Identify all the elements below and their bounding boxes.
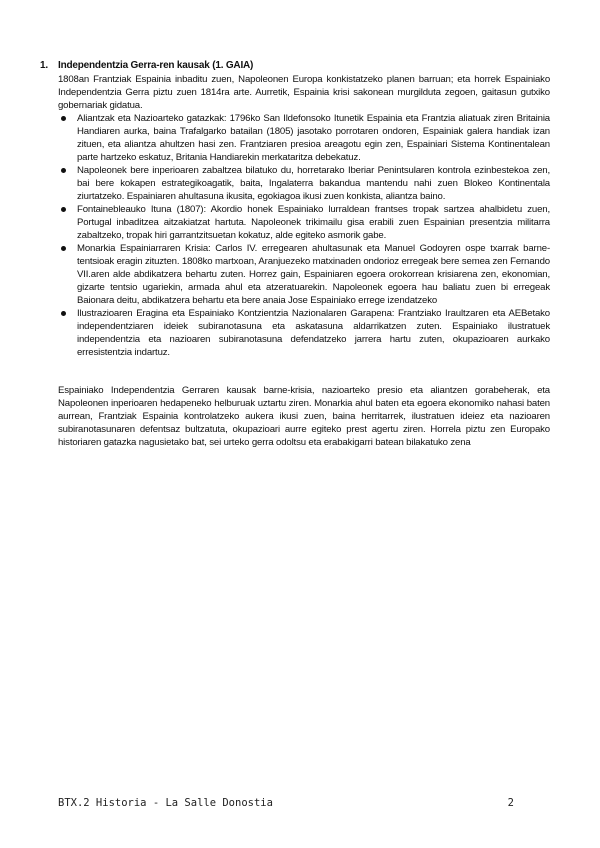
bullet-item [58, 112, 550, 164]
bullet-text: Napoleonek bere inperioaren zabaltzea bilatuko du, horretarako Iberiar Penintsularen kontrola ezinbestekoa zen, bai bere kokapen estrategikoagatik, baita, Ingalaterra bakandua mantendu nahi zuen Blokeo Kontinentala ziurtatzeko. Espainiaren ahultasuna ikusita, egokiagoa ikusi zuen konkista, aliantza baino. [77, 165, 550, 202]
section-title: Independentzia Gerra-ren kausak (1. GAIA) [58, 60, 254, 71]
page-number: 2 [507, 797, 514, 809]
bullet-text: Fontainebleauko Ituna (1807): Akordio honek Espainiako lurraldean frantses tropak sartzea ahalbidetu zuen, Portugal inbaditzea aitzakiatzat hartuta. Napoleonek trikimailu gisa erabili zuen Espainian presentzia militarra zabaltzeko, tropak hiri garrantzitsuetan kokatuz, alde egiteko asmorik gabe. [77, 204, 550, 241]
footer-title: BTX.2 Historia - La Salle Donostia [58, 797, 273, 809]
bullet-dot-icon [61, 168, 66, 173]
page-footer [58, 797, 514, 809]
bullet-text: Ilustrazioaren Eragina eta Espainiako Kontzientzia Nazionalaren Garapena: Frantziako Iraultzaren eta AEBetako independentziaren ideiek subiranotasuna eta askatasuna aldarrikatzen zuten. Espainiako ilustratuek independentzia eta nazioaren subiranotasuna defendatzeko jarrera hartu zuten, okupazioaren aurkako erresistentzia indartuz. [77, 308, 550, 358]
page-content [40, 59, 550, 449]
bullet-dot-icon [61, 207, 66, 212]
bullet-text: Aliantzak eta Nazioarteko gatazkak: 1796ko San Ildefonsoko Itunetik Espainia eta Frantzia aliatuak ziren Britainia Handiaren aurka, baina Trafalgarko batailan (1805) jasotako porrotaren ondoren, Espainiak galera handiak izan zituen, eta aliantza ahultzen hasi zen. Frantziaren presioa areagotu egin zen, Espainiari Sistema Kontinentalean parte hartzeko eskatuz, Britania Handiarekin merkataritza debekatuz. [77, 113, 550, 163]
bullet-text: Monarkia Espainiarraren Krisia: Carlos IV. erregearen ahultasunak eta Manuel Godoyren ospe txarrak barne-tentsioak eragin zituzten. 1808ko martxoan, Aranjuezeko matxinaden ondorioz erregeak bere semea zen Fernando VII.aren alde abdikatzera behartu zuten. Horrez gain, Espainiaren egoera orokorrean krisiarena zen, ekonomian, gizarte tentsio ugariekin, armada ahul eta atzeratuarekin. Napoleonek egoera hau baliatu zuen bi erregeak Baionara deitu, abdikatzera behartu eta bere anaia Jose Espainiako errege izendatzeko [77, 243, 550, 306]
bullet-item [58, 203, 550, 242]
section-heading [40, 59, 550, 72]
bullet-dot-icon [61, 311, 66, 316]
summary-paragraph: Espainiako Independentzia Gerraren kausak barne-krisia, nazioarteko presio eta aliantzen gorabeherak, eta Napoleonen inperioaren hedapeneko helburuak uztartu ziren. Monarkia ahul baten eta egoera ekonomiko nahasi baten aurrean, Frantziak Espainia kontrolatzeko aukera ikusi zuen, baina herritarrek, ilustratuen ideiez eta nazioaren subiranotasunaren defentsaz bultzatuta, okupazioari aurre egiteko prest agertu ziren. Horrela piztu zen Europako historiaren gatazka nagusietako bat, sei urteko gerra odoltsu eta erabakigarri batean bilakatuko zena [58, 385, 550, 448]
section-number: 1. [40, 60, 48, 71]
bullet-dot-icon [61, 246, 66, 251]
bullet-item [58, 242, 550, 307]
bullet-list [40, 112, 550, 359]
bullet-item [58, 164, 550, 203]
bullet-item [58, 307, 550, 359]
intro-paragraph: 1808an Frantziak Espainia inbaditu zuen, Napoleonen Europa konkistatzeko planen barruan; eta horrek Espainiako Independentzia Gerra piztu zuen 1814ra arte. Aurretik, Espainia krisi sakonean murgilduta zegoen, gaitasun gutxiko gobernariak gidatua. [58, 74, 550, 111]
bullet-dot-icon [61, 116, 66, 121]
